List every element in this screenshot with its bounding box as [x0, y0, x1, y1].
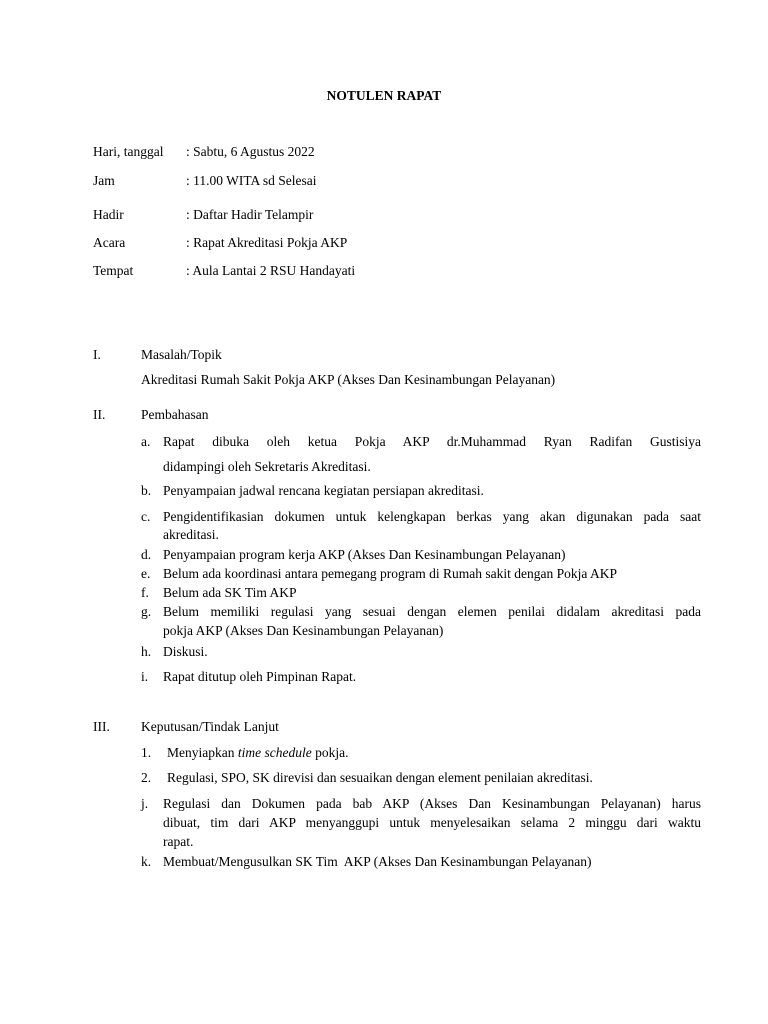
meta-value-date: : Sabtu, 6 Agustus 2022	[186, 144, 315, 159]
list-marker: h.	[141, 644, 152, 659]
list-marker: 1.	[141, 745, 152, 760]
section2-number: II.	[93, 407, 106, 422]
list-item-text-cont: dibuat, tim dari AKP menyanggupi untuk menyelesaikan selama 2 minggu dari waktu	[163, 815, 701, 830]
list-item-text-cont: pokja AKP (Akses Dan Kesinambungan Pelayanan)	[163, 623, 444, 638]
list-item-text-cont: didampingi oleh Sekretaris Akreditasi.	[163, 459, 371, 474]
section3-heading: Keputusan/Tindak Lanjut	[141, 719, 279, 734]
list-item-text: Regulasi dan Dokumen pada bab AKP (Akses Dan Kesinambungan Pelayanan) harus	[163, 796, 701, 811]
document-title: NOTULEN RAPAT	[326, 88, 442, 103]
meta-label-attendance: Hadir	[93, 207, 124, 222]
list-marker: f.	[141, 585, 149, 600]
list-item-text: Membuat/Mengusulkan SK Tim AKP (Akses Dan Kesinambungan Pelayanan)	[163, 854, 592, 869]
section1-number: I.	[93, 347, 101, 362]
list-item-text: Diskusi.	[163, 644, 208, 659]
list-item-text	[167, 744, 348, 762]
list-item-text-cont: rapat.	[163, 834, 194, 849]
list-item-text: Rapat dibuka oleh ketua Pokja AKP dr.Muhammad Ryan Radifan Gustisiya	[163, 434, 701, 449]
list-item-text: Penyampaian jadwal rencana kegiatan persiapan akreditasi.	[163, 483, 484, 498]
list-marker: k.	[141, 854, 152, 869]
list-item-text: Belum ada SK Tim AKP	[163, 585, 297, 600]
section3-number: III.	[93, 719, 110, 734]
list-marker: i.	[141, 669, 149, 684]
item-text-pre: Menyiapkan	[167, 745, 238, 760]
item-text-italic: time schedule	[237, 745, 312, 760]
list-item-text: Belum ada koordinasi antara pemegang program di Rumah sakit dengan Pokja AKP	[163, 566, 618, 581]
list-item-text: Rapat ditutup oleh Pimpinan Rapat.	[163, 669, 357, 684]
item-text-post: pokja.	[311, 745, 349, 760]
list-marker: b.	[141, 483, 152, 498]
list-marker: e.	[141, 566, 151, 581]
list-marker: c.	[141, 509, 151, 524]
meta-label-agenda: Acara	[93, 235, 126, 250]
list-item-text: Pengidentifikasian dokumen untuk kelengkapan berkas yang akan digunakan pada saat	[163, 509, 701, 524]
section1-heading: Masalah/Topik	[141, 347, 222, 362]
meta-value-agenda: : Rapat Akreditasi Pokja AKP	[186, 235, 348, 250]
meta-label-date: Hari, tanggal	[93, 144, 164, 159]
section2-heading: Pembahasan	[141, 407, 209, 422]
list-item-text-cont: akreditasi.	[163, 527, 219, 542]
list-marker: d.	[141, 547, 152, 562]
list-item-text: Regulasi, SPO, SK direvisi dan sesuaikan dengan element penilaian akreditasi.	[167, 770, 593, 785]
list-marker: 2.	[141, 770, 152, 785]
list-item-text: Penyampaian program kerja AKP (Akses Dan Kesinambungan Pelayanan)	[163, 547, 566, 562]
list-item-text: Belum memiliki regulasi yang sesuai dengan elemen penilai didalam akreditasi pada	[163, 604, 701, 619]
meta-value-place: : Aula Lantai 2 RSU Handayati	[186, 263, 356, 278]
meta-label-time: Jam	[93, 173, 115, 188]
section1-body: Akreditasi Rumah Sakit Pokja AKP (Akses Dan Kesinambungan Pelayanan)	[141, 372, 556, 387]
meta-value-attendance: : Daftar Hadir Telampir	[186, 207, 314, 222]
list-marker: a.	[141, 434, 151, 449]
list-marker: j.	[141, 796, 149, 811]
meta-label-place: Tempat	[93, 263, 134, 278]
meta-value-time: : 11.00 WITA sd Selesai	[186, 173, 317, 188]
list-marker: g.	[141, 604, 152, 619]
